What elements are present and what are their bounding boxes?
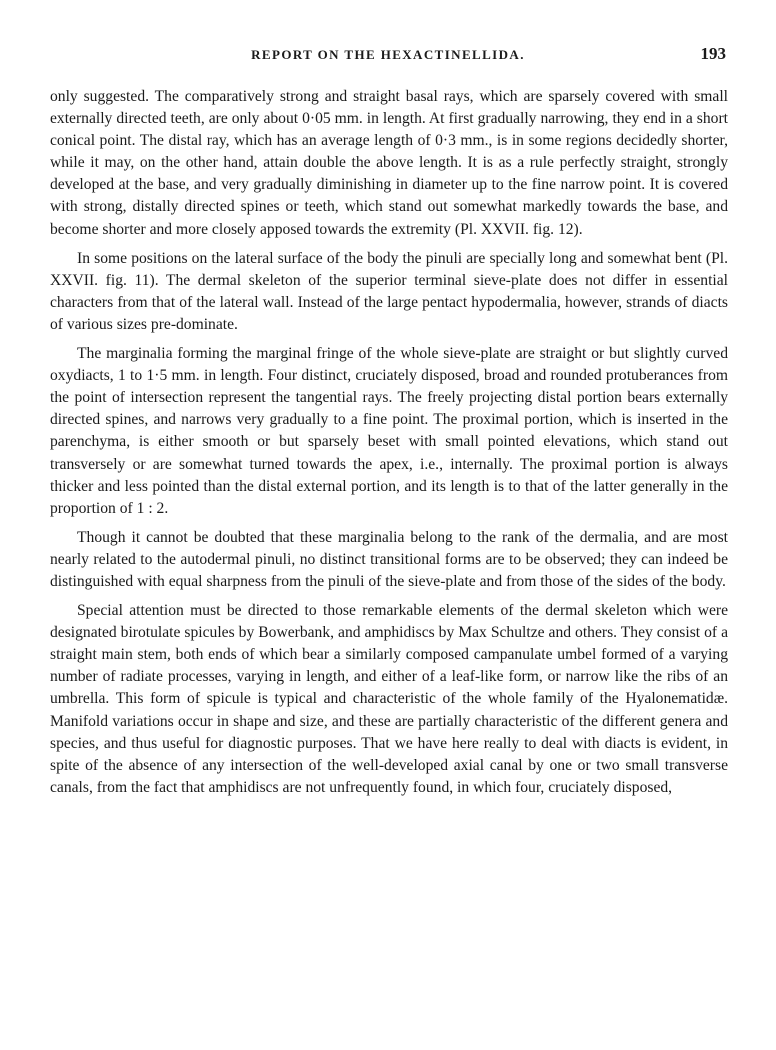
paragraph-5: Special attention must be directed to those remarkable elements of the dermal skeleton which were designated birotulate spicules by Bowerbank, and amphidiscs by Max Schultze and others. They consist of a straight main stem, both ends of which bear a similarly composed campanulate umbel formed of a varying number of radiate processes, varying in length, and either of a leaf-like form, or narrow like the ribs of an umbrella. This form of spicule is typical and characteristic of the whole family of the Hyalonematidæ. Manifold variations occur in shape and size, and these are partially characteristic of the different genera and species, and thus useful for diagnostic purposes. That we have here really to deal with diacts is evident, in spite of the absence of any intersection of the well-developed axial canal by one or two small transverse canals, from the fact that amphidiscs are not unfrequently found, in which four, cruciately disposed, (50, 602, 728, 796)
page-number: 193 (700, 44, 726, 63)
paragraph-4: Though it cannot be doubted that these marginalia belong to the rank of the dermalia, and are most nearly related to the autodermal pinuli, no distinct transitional forms are to be observed; they can indeed be distinguished with equal sharpness from the pinuli of the sieve-plate and from those of the sides of the body. (50, 528, 728, 590)
body-text (50, 86, 728, 799)
running-title: REPORT ON THE HEXACTINELLIDA. (251, 47, 525, 62)
running-head (0, 44, 776, 68)
paragraph-1: only suggested. The comparatively strong and straight basal rays, which are sparsely covered with small externally directed teeth, are only about 0·05 mm. in length. At first gradually narrowing, they end in a short conical point. The distal ray, which has an average length of 0·3 mm., is in some regions decidedly shorter, while it may, on the other hand, attain double the above length. It is as a rule perfectly straight, strongly developed at the base, and very gradually diminishing in diameter up to the fine narrow point. It is covered with strong, distally directed spines or teeth, which stand out somewhat markedly towards the base, and become shorter and more closely apposed towards the extremity (Pl. XXVII. fig. 12). (50, 88, 728, 238)
paragraph-3: The marginalia forming the marginal fringe of the whole sieve-plate are straight or but slightly curved oxydiacts, 1 to 1·5 mm. in length. Four distinct, cruciately disposed, broad and rounded protuberances from the point of intersection represent the tangential rays. The freely projecting distal portion bears externally directed spines, and narrows very gradually to a fine point. The proximal portion, which is inserted in the parenchyma, is either smooth or but sparsely beset with small pointed elevations, which stand out transversely or are somewhat turned towards the apex, i.e., internally. The proximal portion is always thicker and less pointed than the distal external portion, and its length is to that of the latter generally in the proportion of 1 : 2. (50, 345, 728, 517)
paragraph-2: In some positions on the lateral surface of the body the pinuli are specially long and somewhat bent (Pl. XXVII. fig. 11). The dermal skeleton of the superior terminal sieve-plate does not differ in essential characters from that of the lateral wall. Instead of the large pentact hypodermalia, however, strands of diacts of various sizes pre-dominate. (50, 249, 728, 333)
